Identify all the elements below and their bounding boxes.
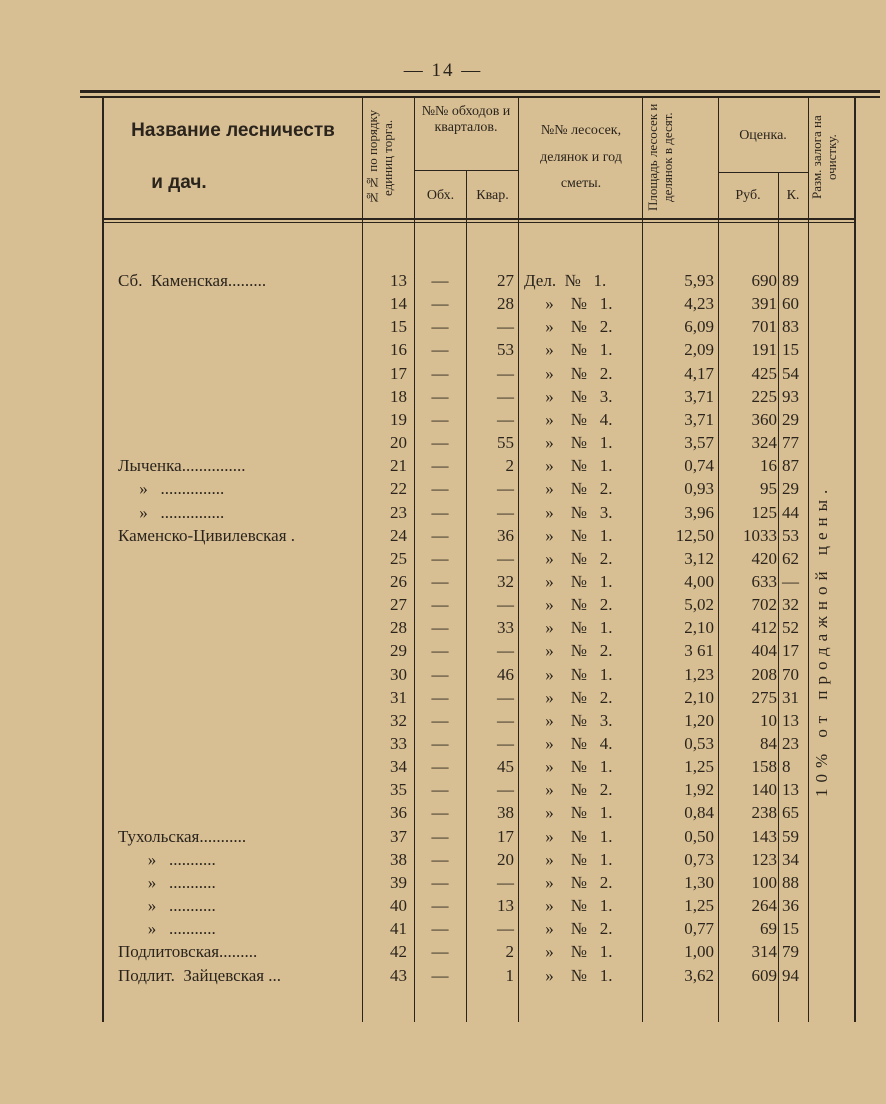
top-rule-thin xyxy=(80,96,880,98)
row-del-cell: » № 2. xyxy=(524,595,613,614)
row-name-cell xyxy=(118,709,358,732)
row-name-cell xyxy=(118,639,358,662)
row-kv-cell: — xyxy=(497,549,514,568)
row-kv-cell: 38 xyxy=(497,803,514,822)
row-kv-cell: — xyxy=(497,387,514,406)
row-num-cell: 42 xyxy=(390,942,407,961)
row-del-cell: » № 1. xyxy=(524,803,613,822)
row-del-cell: » № 1. xyxy=(524,942,613,961)
col-divider xyxy=(808,97,809,1022)
row-rub-cell: 208 xyxy=(751,665,777,684)
row-name-cell: » ........... xyxy=(118,873,216,892)
row-name-cell xyxy=(118,778,358,801)
row-obh-cell: — xyxy=(431,873,449,892)
row-obh-cell: — xyxy=(431,734,449,753)
row-del-cell: » № 1. xyxy=(524,827,613,846)
row-name-cell: Сб. Каменская......... xyxy=(118,271,267,290)
row-kv-cell: 33 xyxy=(497,618,514,637)
row-del-cell: » № 2. xyxy=(524,549,613,568)
row-obh-cell: — xyxy=(431,340,449,359)
header-order: №№ по порядку единиц торга. xyxy=(365,109,395,206)
row-kop-cell: 87 xyxy=(782,456,799,475)
row-name-cell xyxy=(118,686,358,709)
row-kop-cell: 65 xyxy=(782,803,799,822)
row-name-cell xyxy=(118,616,358,639)
row-name-cell xyxy=(118,732,358,755)
row-name-cell xyxy=(118,385,358,408)
row-num-cell: 13 xyxy=(390,271,407,290)
header-kvar: Квар. xyxy=(476,188,509,203)
row-name-cell xyxy=(118,431,358,454)
row-name-cell: » ............... xyxy=(118,503,225,522)
row-del-cell: » № 2. xyxy=(524,317,613,336)
row-area-cell: 3,96 xyxy=(684,503,714,522)
row-del-cell: » № 2. xyxy=(524,873,613,892)
row-kop-cell: 15 xyxy=(782,340,799,359)
header-lesoseki: №№ лесосек, делянок и год сметы. xyxy=(540,123,622,192)
row-del-cell: » № 1. xyxy=(524,526,613,545)
row-rub-cell: 690 xyxy=(751,271,777,290)
row-rub-cell: 1033 xyxy=(743,526,777,545)
row-kv-cell: — xyxy=(497,780,514,799)
row-num-cell: 23 xyxy=(390,503,407,522)
row-area-cell: 1,92 xyxy=(684,780,714,799)
row-rub-cell: 404 xyxy=(751,641,777,660)
row-num-cell: 19 xyxy=(390,410,407,429)
row-num-cell: 29 xyxy=(390,641,407,660)
row-kop-cell: 62 xyxy=(782,549,799,568)
row-name-cell xyxy=(118,801,358,824)
row-kop-cell: 79 xyxy=(782,942,799,961)
col-divider xyxy=(642,97,643,1022)
row-del-cell: » № 3. xyxy=(524,711,613,730)
row-kop-cell: 52 xyxy=(782,618,799,637)
row-name-cell: Каменско-Цивилевская . xyxy=(118,526,296,545)
row-rub-cell: 425 xyxy=(751,364,777,383)
row-area-cell: 3,12 xyxy=(684,549,714,568)
row-del-cell: » № 1. xyxy=(524,433,613,452)
row-obh-cell: — xyxy=(431,919,449,938)
row-kv-cell: — xyxy=(497,317,514,336)
row-kop-cell: 23 xyxy=(782,734,799,753)
row-obh-cell: — xyxy=(431,364,449,383)
header-area: Площадь лесосек и делянок в десят. xyxy=(645,103,675,212)
row-num-cell: 40 xyxy=(390,896,407,915)
row-del-cell: » № 1. xyxy=(524,340,613,359)
row-del-cell: » № 2. xyxy=(524,364,613,383)
row-del-cell: » № 1. xyxy=(524,618,613,637)
row-num-cell: 20 xyxy=(390,433,407,452)
row-name-cell: » ........... xyxy=(118,896,216,915)
row-kv-cell: — xyxy=(497,919,514,938)
row-num-cell: 18 xyxy=(390,387,407,406)
row-name-cell: Тухольская........... xyxy=(118,827,247,846)
row-obh-cell: — xyxy=(431,780,449,799)
row-num-cell: 39 xyxy=(390,873,407,892)
row-area-cell: 0,77 xyxy=(684,919,714,938)
row-area-cell: 2,10 xyxy=(684,688,714,707)
row-obh-cell: — xyxy=(431,665,449,684)
row-rub-cell: 125 xyxy=(751,503,777,522)
col-divider xyxy=(518,97,519,1022)
row-obh-cell: — xyxy=(431,456,449,475)
row-obh-cell: — xyxy=(431,271,449,290)
row-rub-cell: 191 xyxy=(751,340,777,359)
header-obkh: Обх. xyxy=(426,188,455,203)
row-name-cell: Лыченка............... xyxy=(118,456,246,475)
row-kop-cell: 31 xyxy=(782,688,799,707)
row-rub-cell: 140 xyxy=(751,780,777,799)
row-name-cell xyxy=(118,315,358,338)
row-kop-cell: 13 xyxy=(782,780,799,799)
row-area-cell: 3,62 xyxy=(684,966,714,985)
row-kv-cell: 55 xyxy=(497,433,514,452)
row-del-cell: » № 4. xyxy=(524,734,613,753)
row-kop-cell: 17 xyxy=(782,641,799,660)
row-kv-cell: — xyxy=(497,734,514,753)
row-name-cell xyxy=(118,338,358,361)
row-area-cell: 3,57 xyxy=(684,433,714,452)
row-area-cell: 1,25 xyxy=(684,757,714,776)
row-num-cell: 33 xyxy=(390,734,407,753)
row-rub-cell: 158 xyxy=(751,757,777,776)
row-kv-cell: 53 xyxy=(497,340,514,359)
row-del-cell: » № 1. xyxy=(524,757,613,776)
row-rub-cell: 391 xyxy=(751,294,777,313)
row-rub-cell: 10 xyxy=(760,711,777,730)
row-num-cell: 28 xyxy=(390,618,407,637)
row-num-cell: 16 xyxy=(390,340,407,359)
row-del-cell: » № 2. xyxy=(524,641,613,660)
top-rule xyxy=(80,90,880,93)
row-area-cell: 1,30 xyxy=(684,873,714,892)
row-num-cell: 37 xyxy=(390,827,407,846)
header-rule-thin xyxy=(102,222,854,223)
row-rub-cell: 264 xyxy=(751,896,777,915)
row-num-cell: 26 xyxy=(390,572,407,591)
row-kv-cell: — xyxy=(497,479,514,498)
row-kop-cell: — xyxy=(782,572,799,591)
row-del-cell: » № 1. xyxy=(524,572,613,591)
row-obh-cell: — xyxy=(431,641,449,660)
row-obh-cell: — xyxy=(431,433,449,452)
deposit-note: 10% от продажной цены. xyxy=(812,483,831,797)
row-del-cell: » № 1. xyxy=(524,294,613,313)
row-kop-cell: 53 xyxy=(782,526,799,545)
row-name-cell: » ........... xyxy=(118,850,216,869)
row-area-cell: 1,23 xyxy=(684,665,714,684)
row-name-cell xyxy=(118,755,358,778)
row-num-cell: 25 xyxy=(390,549,407,568)
row-kv-cell: 36 xyxy=(497,526,514,545)
row-rub-cell: 69 xyxy=(760,919,777,938)
row-kv-cell: 2 xyxy=(505,942,514,961)
row-kop-cell: 29 xyxy=(782,410,799,429)
row-rub-cell: 100 xyxy=(751,873,777,892)
row-kop-cell: 93 xyxy=(782,387,799,406)
row-kv-cell: 13 xyxy=(497,896,514,915)
row-kv-cell: — xyxy=(497,711,514,730)
row-name-cell xyxy=(118,547,358,570)
row-obh-cell: — xyxy=(431,827,449,846)
row-area-cell: 6,09 xyxy=(684,317,714,336)
row-kv-cell: — xyxy=(497,503,514,522)
row-area-cell: 3 61 xyxy=(684,641,714,660)
row-area-cell: 0,74 xyxy=(684,456,714,475)
row-num-cell: 32 xyxy=(390,711,407,730)
table-border-left xyxy=(102,97,104,1022)
row-area-cell: 2,09 xyxy=(684,340,714,359)
row-kv-cell: — xyxy=(497,873,514,892)
row-obh-cell: — xyxy=(431,618,449,637)
row-area-cell: 1,00 xyxy=(684,942,714,961)
row-obh-cell: — xyxy=(431,387,449,406)
row-rub-cell: 324 xyxy=(751,433,777,452)
row-kop-cell: 94 xyxy=(782,966,799,985)
row-name-cell xyxy=(118,593,358,616)
row-kv-cell: 32 xyxy=(497,572,514,591)
row-area-cell: 3,71 xyxy=(684,410,714,429)
row-kv-cell: 46 xyxy=(497,665,514,684)
row-kop-cell: 83 xyxy=(782,317,799,336)
header-rule xyxy=(102,218,854,220)
row-obh-cell: — xyxy=(431,803,449,822)
row-kop-cell: 77 xyxy=(782,433,799,452)
row-del-cell: » № 1. xyxy=(524,665,613,684)
row-kop-cell: 70 xyxy=(782,665,799,684)
row-num-cell: 34 xyxy=(390,757,407,776)
row-obh-cell: — xyxy=(431,966,449,985)
row-obh-cell: — xyxy=(431,688,449,707)
row-area-cell: 0,50 xyxy=(684,827,714,846)
row-rub-cell: 84 xyxy=(760,734,777,753)
row-rub-cell: 238 xyxy=(751,803,777,822)
row-obh-cell: — xyxy=(431,549,449,568)
row-kop-cell: 36 xyxy=(782,896,799,915)
row-rub-cell: 314 xyxy=(751,942,777,961)
row-obh-cell: — xyxy=(431,896,449,915)
row-area-cell: 1,25 xyxy=(684,896,714,915)
subheader-rule xyxy=(718,172,808,173)
row-kop-cell: 34 xyxy=(782,850,799,869)
row-num-cell: 41 xyxy=(390,919,407,938)
row-name-cell xyxy=(118,362,358,385)
row-num-cell: 30 xyxy=(390,665,407,684)
header-kop: К. xyxy=(786,188,800,203)
row-name-cell: Подлитовская......... xyxy=(118,942,258,961)
row-kv-cell: — xyxy=(497,595,514,614)
row-name-cell xyxy=(118,292,358,315)
row-del-cell: » № 1. xyxy=(524,966,613,985)
row-num-cell: 15 xyxy=(390,317,407,336)
row-obh-cell: — xyxy=(431,850,449,869)
row-obh-cell: — xyxy=(431,711,449,730)
row-del-cell: » № 1. xyxy=(524,896,613,915)
row-obh-cell: — xyxy=(431,595,449,614)
row-kop-cell: 15 xyxy=(782,919,799,938)
row-num-cell: 43 xyxy=(390,966,407,985)
row-rub-cell: 420 xyxy=(751,549,777,568)
row-kv-cell: 2 xyxy=(505,456,514,475)
row-name-cell xyxy=(118,570,358,593)
row-area-cell: 5,02 xyxy=(684,595,714,614)
row-area-cell: 0,73 xyxy=(684,850,714,869)
row-del-cell: » № 3. xyxy=(524,503,613,522)
row-kop-cell: 29 xyxy=(782,479,799,498)
row-obh-cell: — xyxy=(431,757,449,776)
row-area-cell: 5,93 xyxy=(684,271,714,290)
row-rub-cell: 701 xyxy=(751,317,777,336)
row-num-cell: 38 xyxy=(390,850,407,869)
row-name-cell: » ............... xyxy=(118,479,225,498)
row-num-cell: 27 xyxy=(390,595,407,614)
row-rub-cell: 225 xyxy=(751,387,777,406)
row-kop-cell: 60 xyxy=(782,294,799,313)
row-num-cell: 35 xyxy=(390,780,407,799)
row-area-cell: 4,00 xyxy=(684,572,714,591)
header-otsenka: Оценка. xyxy=(739,128,787,143)
row-kv-cell: 17 xyxy=(497,827,514,846)
header-name-line2: и дач. xyxy=(151,172,207,193)
row-del-cell: » № 4. xyxy=(524,410,613,429)
row-del-cell: » № 1. xyxy=(524,456,613,475)
row-name-cell: » ........... xyxy=(118,919,216,938)
row-num-cell: 17 xyxy=(390,364,407,383)
row-del-cell: » № 2. xyxy=(524,688,613,707)
row-rub-cell: 412 xyxy=(751,618,777,637)
page-number: — 14 — xyxy=(403,60,483,81)
row-area-cell: 1,20 xyxy=(684,711,714,730)
row-area-cell: 2,10 xyxy=(684,618,714,637)
row-rub-cell: 123 xyxy=(751,850,777,869)
row-num-cell: 31 xyxy=(390,688,407,707)
row-kv-cell: 28 xyxy=(497,294,514,313)
row-rub-cell: 16 xyxy=(760,456,777,475)
row-kop-cell: 8 xyxy=(782,757,791,776)
row-kv-cell: — xyxy=(497,364,514,383)
row-obh-cell: — xyxy=(431,503,449,522)
row-kop-cell: 59 xyxy=(782,827,799,846)
row-obh-cell: — xyxy=(431,317,449,336)
row-rub-cell: 633 xyxy=(751,572,777,591)
row-area-cell: 0,53 xyxy=(684,734,714,753)
row-rub-cell: 143 xyxy=(751,827,777,846)
row-area-cell: 12,50 xyxy=(675,526,714,545)
row-rub-cell: 275 xyxy=(751,688,777,707)
row-rub-cell: 95 xyxy=(760,479,777,498)
table-border-right xyxy=(854,97,856,1022)
row-obh-cell: — xyxy=(431,526,449,545)
row-obh-cell: — xyxy=(431,294,449,313)
row-obh-cell: — xyxy=(431,479,449,498)
row-num-cell: 36 xyxy=(390,803,407,822)
header-name-line1: Название лесничеств xyxy=(131,120,335,141)
subheader-rule xyxy=(414,170,518,171)
row-rub-cell: 360 xyxy=(751,410,777,429)
header-zalog: Разм. залога на очистку. xyxy=(809,115,839,200)
row-kv-cell: 20 xyxy=(497,850,514,869)
row-kop-cell: 32 xyxy=(782,595,799,614)
row-rub-cell: 609 xyxy=(751,966,777,985)
row-del-cell: Дел. № 1. xyxy=(524,271,607,290)
row-kop-cell: 44 xyxy=(782,503,799,522)
row-kop-cell: 13 xyxy=(782,711,799,730)
row-kv-cell: 1 xyxy=(505,966,514,985)
row-obh-cell: — xyxy=(431,942,449,961)
row-del-cell: » № 3. xyxy=(524,387,613,406)
row-num-cell: 21 xyxy=(390,456,407,475)
row-kv-cell: — xyxy=(497,641,514,660)
row-num-cell: 22 xyxy=(390,479,407,498)
row-area-cell: 0,84 xyxy=(684,803,714,822)
row-area-cell: 3,71 xyxy=(684,387,714,406)
row-num-cell: 24 xyxy=(390,526,407,545)
row-obh-cell: — xyxy=(431,410,449,429)
row-kv-cell: 27 xyxy=(497,271,514,290)
row-del-cell: » № 2. xyxy=(524,919,613,938)
row-name-cell xyxy=(118,408,358,431)
header-obkhod-kvartal: №№ обходов и кварталов. xyxy=(421,104,511,136)
row-kv-cell: — xyxy=(497,688,514,707)
row-name-cell: Подлит. Зайцевская ... xyxy=(118,966,282,985)
row-del-cell: » № 1. xyxy=(524,850,613,869)
row-area-cell: 0,93 xyxy=(684,479,714,498)
row-name-cell xyxy=(118,663,358,686)
row-num-cell: 14 xyxy=(390,294,407,313)
row-rub-cell: 702 xyxy=(751,595,777,614)
row-area-cell: 4,17 xyxy=(684,364,714,383)
header-rub: Руб. xyxy=(735,188,761,203)
row-kop-cell: 89 xyxy=(782,271,799,290)
row-del-cell: » № 2. xyxy=(524,479,613,498)
row-area-cell: 4,23 xyxy=(684,294,714,313)
row-kop-cell: 54 xyxy=(782,364,799,383)
row-del-cell: » № 2. xyxy=(524,780,613,799)
row-kv-cell: 45 xyxy=(497,757,514,776)
row-obh-cell: — xyxy=(431,572,449,591)
row-kop-cell: 88 xyxy=(782,873,799,892)
row-kv-cell: — xyxy=(497,410,514,429)
